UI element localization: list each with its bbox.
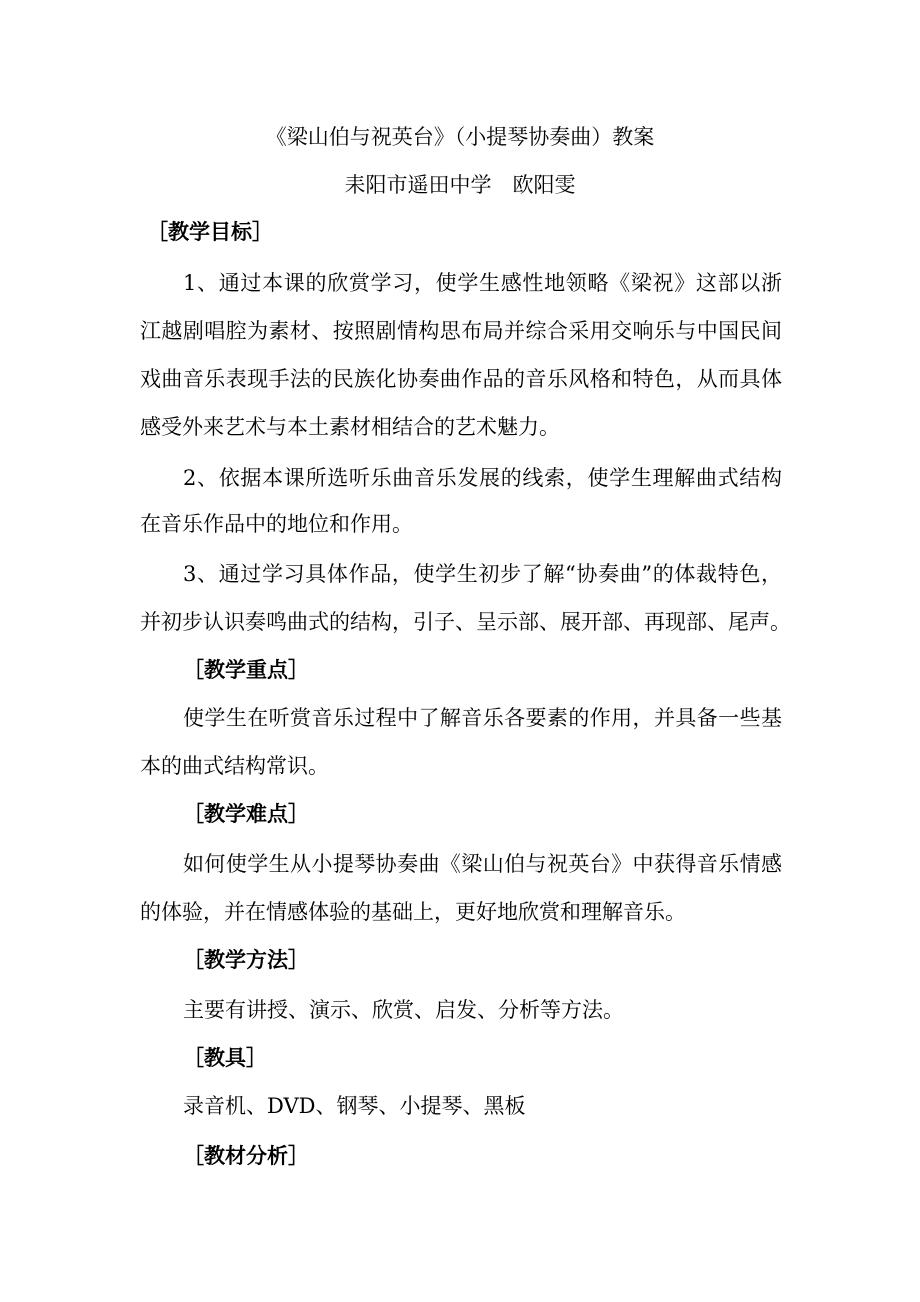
document-title: 《梁山伯与祝英台》（小提琴协奏曲）教案: [265, 125, 655, 149]
section-heading-difficulties: ［教学难点］: [183, 801, 309, 826]
paragraph-line: 如何使学生从小提琴协奏曲《梁山伯与祝英台》中获得音乐情感: [183, 852, 782, 876]
paragraph-line: 录音机、DVD、钢琴、小提琴、黑板: [183, 1094, 526, 1118]
paragraph-line: 感受外来艺术与本土素材相结合的艺术魅力。: [140, 415, 560, 439]
section-heading-tools: ［教具］: [183, 1045, 267, 1070]
paragraph-line: 2、依据本课所选听乐曲音乐发展的线索，使学生理解曲式结构: [183, 466, 782, 490]
section-heading-methods: ［教学方法］: [183, 947, 309, 972]
paragraph-line: 并初步认识奏鸣曲式的结构，引子、呈示部、展开部、再现部、尾声。: [140, 610, 791, 634]
paragraph-line: 本的曲式结构常识。: [140, 754, 329, 778]
paragraph-line: 使学生在听赏音乐过程中了解音乐各要素的作用，并具备一些基: [183, 706, 782, 730]
paragraph-line: 3、通过学习具体作品，使学生初步了解“协奏曲”的体裁特色，: [183, 562, 782, 586]
section-heading-key-points: ［教学重点］: [183, 657, 309, 682]
paragraph-line: 江越剧唱腔为素材、按照剧情构思布局并综合采用交响乐与中国民间: [140, 319, 782, 343]
paragraph-line: 1、通过本课的欣赏学习，使学生感性地领略《梁祝》这部以浙: [183, 271, 782, 295]
paragraph-line: 在音乐作品中的地位和作用。: [140, 512, 413, 536]
paragraph-line: 戏曲音乐表现手法的民族化协奏曲作品的音乐风格和特色，从而具体: [140, 367, 782, 391]
paragraph-line: 的体验，并在情感体验的基础上，更好地欣赏和理解音乐。: [140, 900, 686, 924]
section-heading-analysis: ［教材分析］: [183, 1143, 309, 1168]
paragraph-line: 主要有讲授、演示、欣赏、启发、分析等方法。: [183, 998, 624, 1022]
section-heading-goals: ［教学目标］: [147, 219, 273, 244]
document-author: 耒阳市遥田中学 欧阳雯: [344, 173, 576, 197]
